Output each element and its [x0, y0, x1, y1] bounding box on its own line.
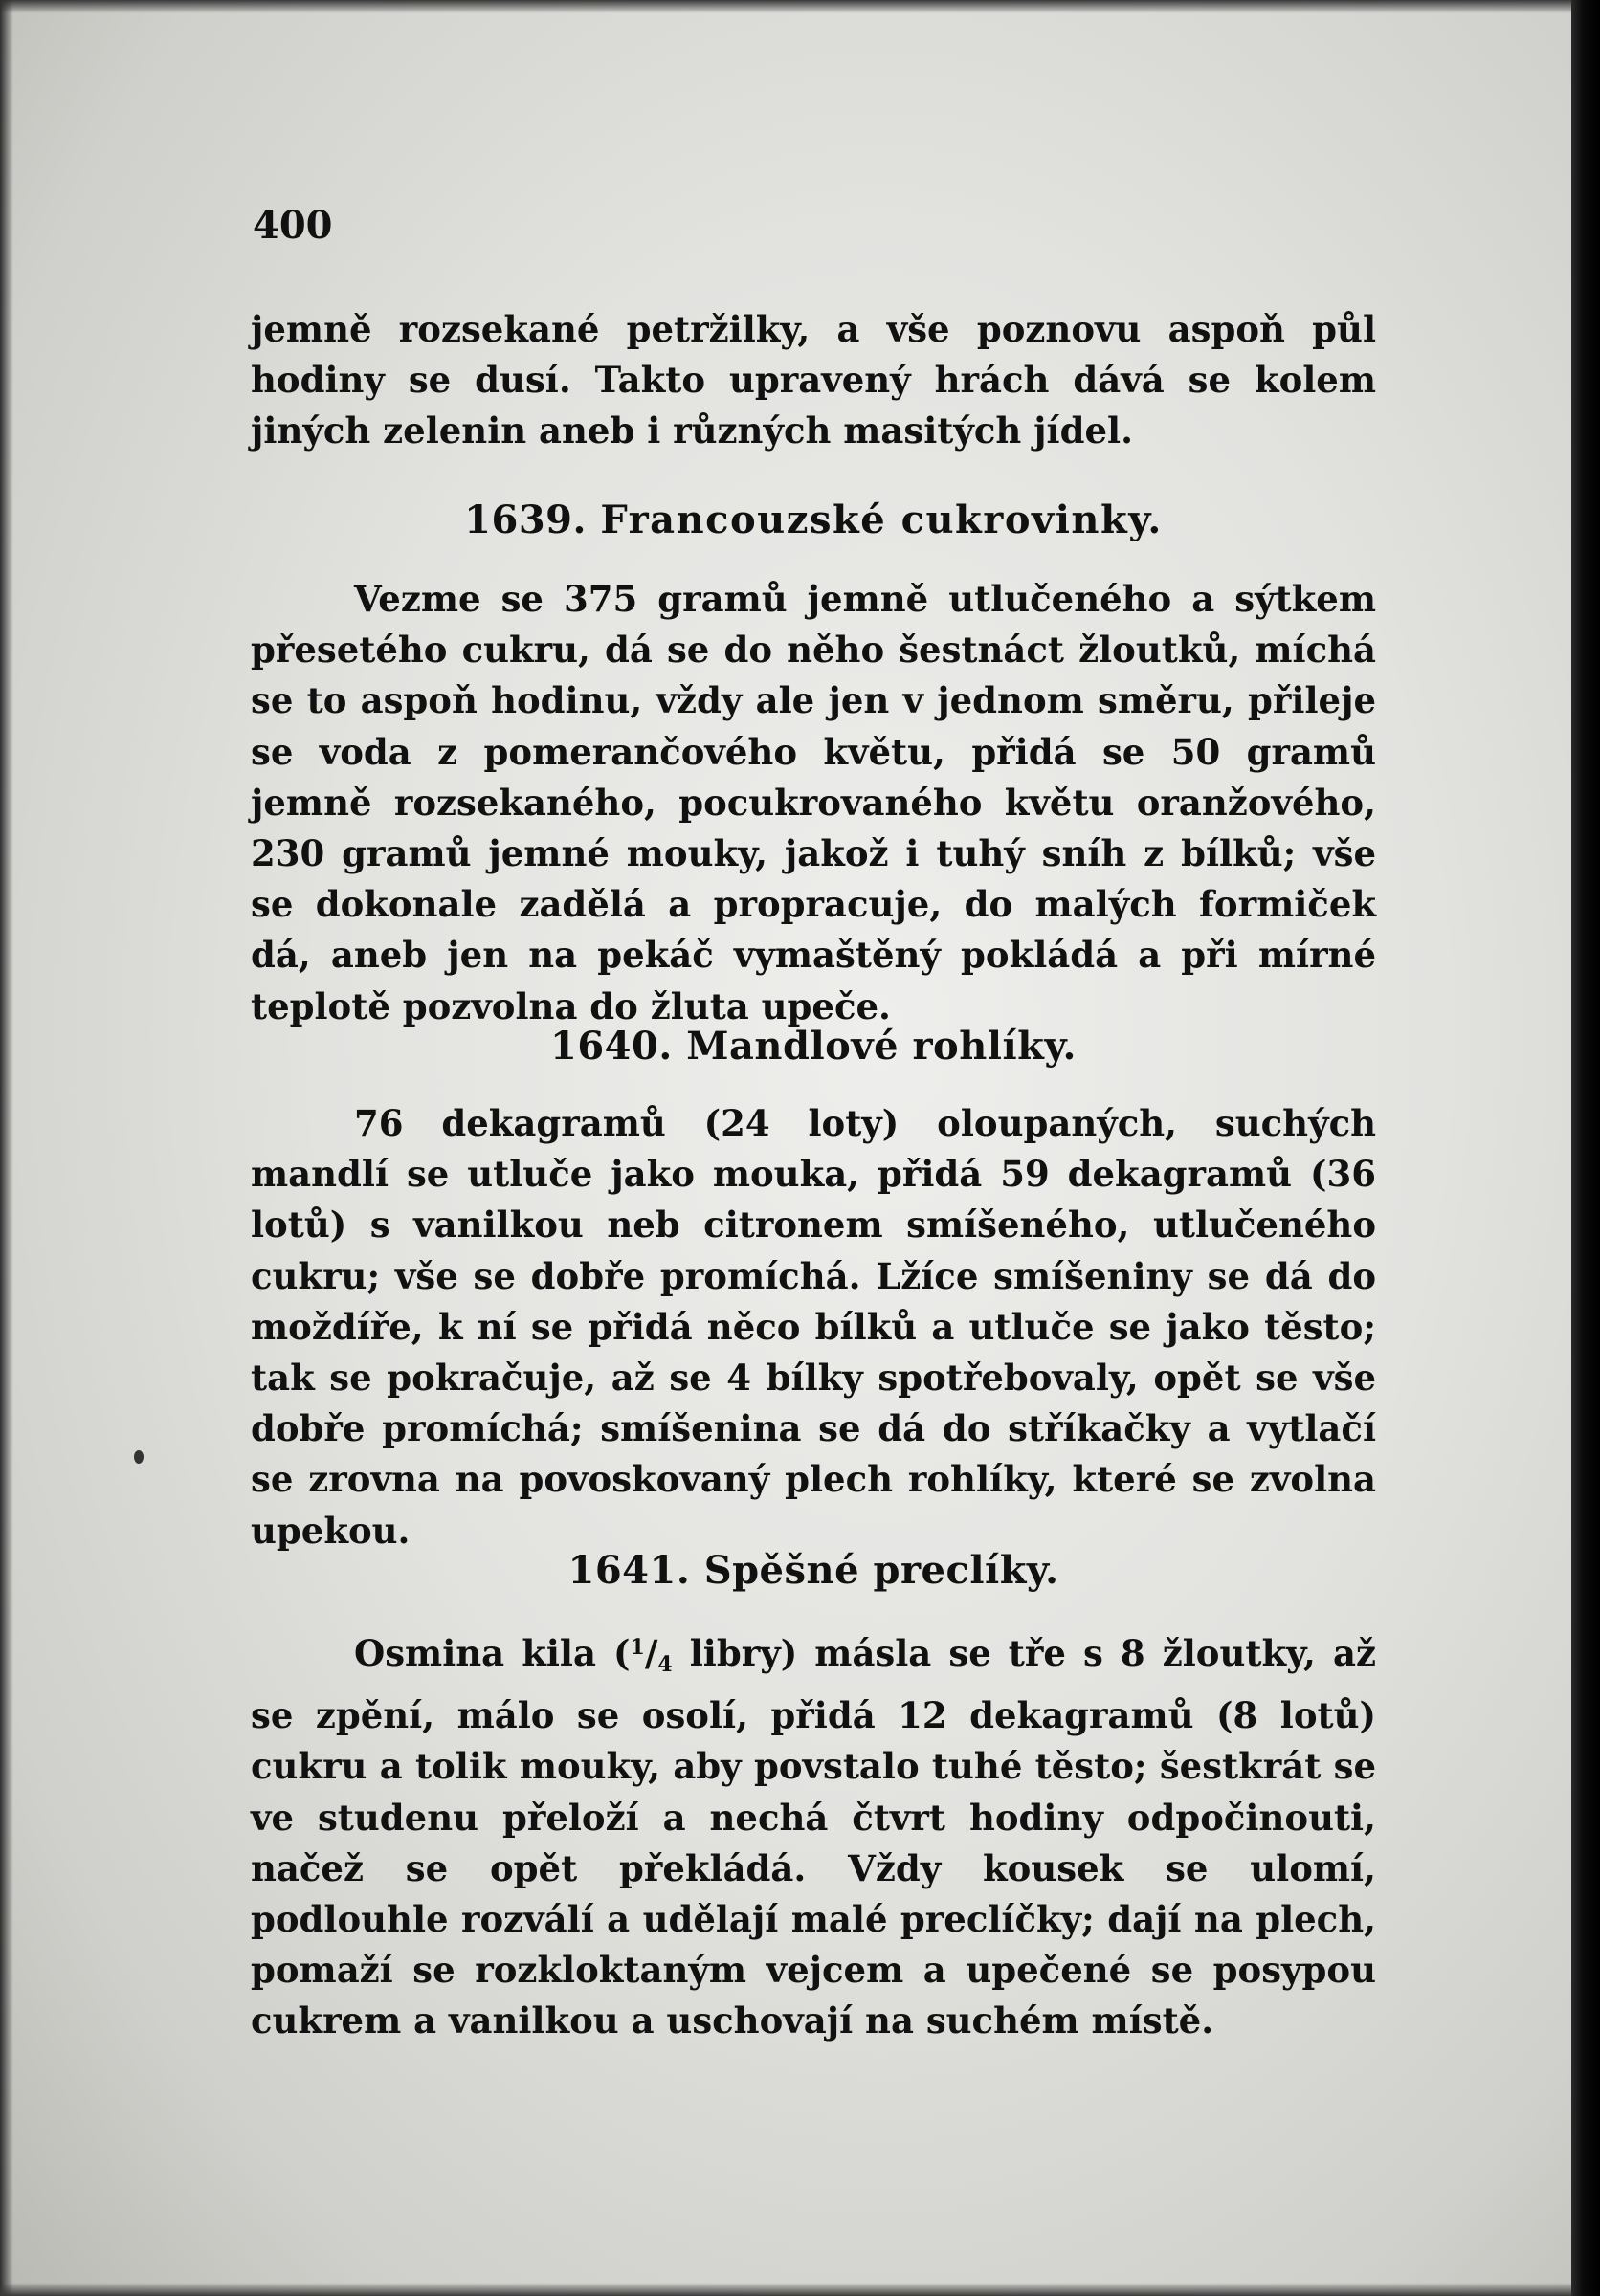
scan-edge-right	[1571, 0, 1600, 2296]
recipe-body-1639	[251, 574, 1376, 1032]
ink-speck	[134, 1450, 144, 1464]
recipe-text: 76 dekagramů (24 loty) oloupaných, suchých mandlí se utluče jako mouka, přidá 59 dekagramů (36 lotů) s vanilkou neb citronem smíšeného, utlučeného cukru; vše se dobře promíchá. Lžíce smíšeniny se dá do moždíře, k ní se přidá něco bílků a utluče se jako těsto; tak se pokračuje, až se 4 bílky spotřebovaly, opět se vše dobře promíchá; smíšenina se dá do stříkačky a vytlačí se zrovna na povoskovaný plech rohlíky, které se zvolna upekou.	[251, 1102, 1376, 1552]
page-number: 400	[253, 203, 333, 248]
continuation-text: jemně rozsekané petržilky, a vše poznovu aspoň půl hodiny se dusí. Takto upravený hrách dává se kolem jiných zelenin aneb i různých masitých jídel.	[251, 308, 1376, 453]
recipe-heading-1640	[251, 1024, 1376, 1069]
recipe-body-1640	[251, 1098, 1376, 1556]
text-before-fraction: Osmina kila (	[354, 1632, 631, 1674]
scan-edge-left	[0, 0, 13, 2296]
recipe-title: Francouzské cukrovinky.	[600, 497, 1163, 542]
scan-edge-top	[0, 0, 1600, 13]
continuation-paragraph	[251, 304, 1376, 457]
recipe-title: Mandlové rohlíky.	[686, 1024, 1077, 1069]
recipe-title: Spěšné preclíky.	[703, 1548, 1059, 1593]
recipe-heading-1639	[251, 497, 1376, 542]
scan-edge-bottom	[0, 2283, 1600, 2296]
recipe-number: 1640.	[550, 1024, 673, 1069]
recipe-body-1641	[251, 1623, 1376, 2047]
recipe-text: Vezme se 375 gramů jemně utlučeného a sýtkem přesetého cukru, dá se do něho šestnáct žloutků, míchá se to aspoň hodinu, vždy ale jen v jednom směru, přileje se voda z pomerančového květu, přidá se 50 gramů jemně rozsekaného, pocukrovaného květu oranžového, 230 gramů jemné mouky, jakož i tuhý sníh z bílků; vše se dokonale zadělá a propracuje, do malých formiček dá, aneb jen na pekáč vymaštěný pokládá a při mírné teplotě pozvolna do žluta upeče.	[251, 578, 1376, 1027]
recipe-text: Osmina kila ($^1$/4 libry) másla se tře s 8 žloutky, až se zpění, málo se osolí, přidá 12 dekagramů (8 lotů) cukru a tolik mouky, aby povstalo tuhé těsto; šestkrát se ve studenu přeloží a nechá čtvrt hodiny odpočinouti, načež se opět překládá. Vždy kousek se ulomí, podlouhle rozválí a udělají malé preclíčky; dají na plech, pomaží se rozkloktaným vejcem a upečené se posypou cukrem a vanilkou a uschovají na suchém místě.	[251, 1632, 1376, 2042]
recipe-heading-1641	[251, 1548, 1376, 1593]
recipe-number: 1639.	[464, 497, 587, 542]
fraction-denominator: 4	[657, 1652, 673, 1677]
text-after-fraction: libry) másla se tře s 8 žloutky, až se zpění, málo se osolí, přidá 12 dekagramů (8 lotů) cukru a tolik mouky, aby povstalo tuhé těsto; šestkrát se ve studenu přeloží a nechá čtvrt hodiny odpočinouti, načež se opět překládá. Vždy kousek se ulomí, podlouhle rozválí a udělají malé preclíčky; dají na plech, pomaží se rozkloktaným vejcem a upečené se posypou cukrem a vanilkou a uschovají na suchém místě.	[251, 1632, 1376, 2042]
fraction-numerator: 1	[630, 1635, 645, 1660]
recipe-number: 1641.	[567, 1548, 691, 1593]
